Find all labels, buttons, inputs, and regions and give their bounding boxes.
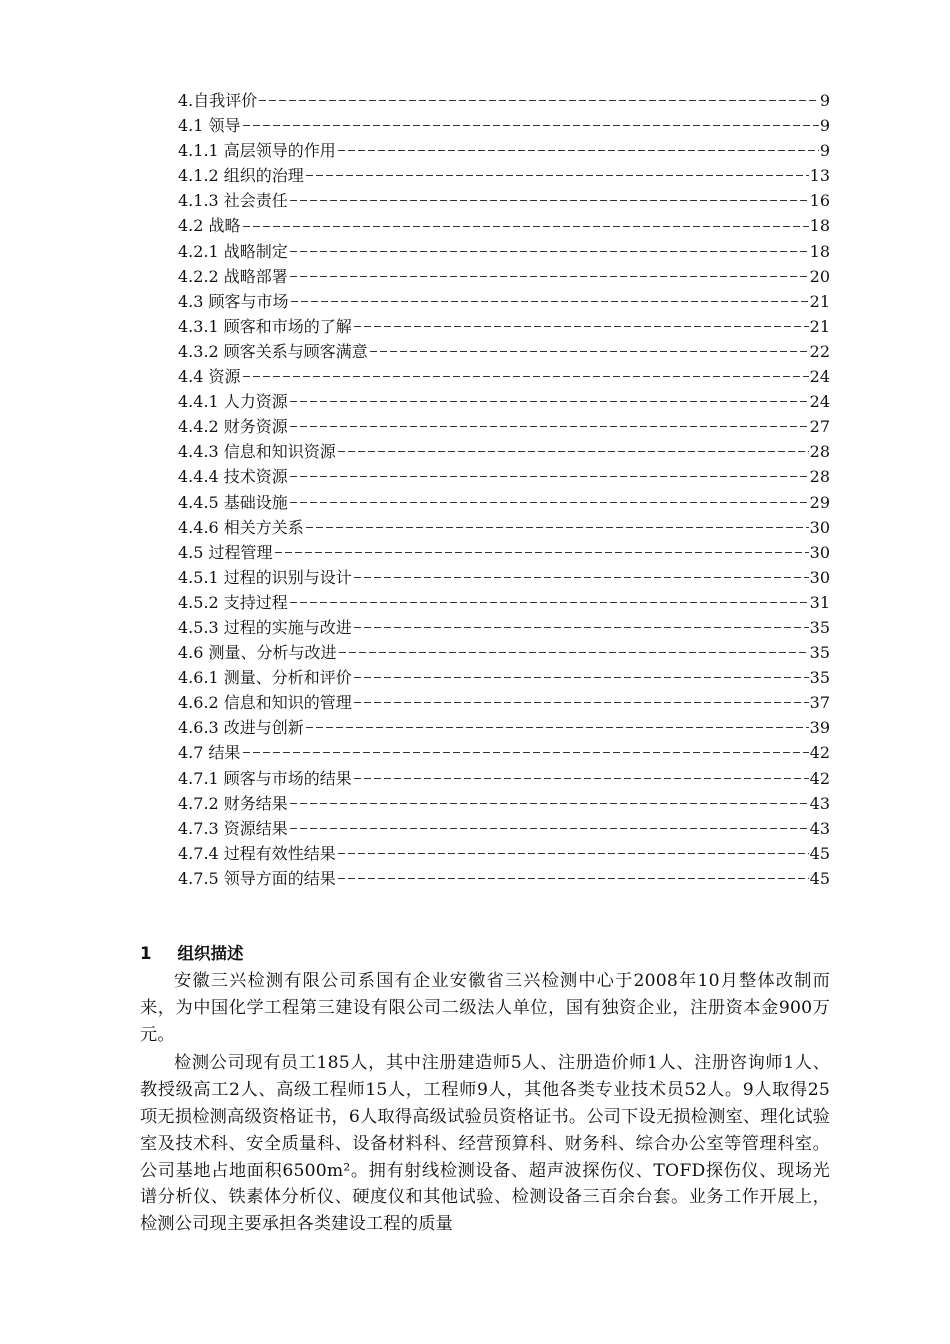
- toc-entry-label: 4.1.2 组织的治理: [178, 166, 304, 186]
- toc-entry-label: 4.4.3 信息和知识资源: [178, 442, 336, 462]
- toc-entry[interactable]: [178, 364, 830, 389]
- toc-entry[interactable]: [178, 339, 830, 364]
- toc-dash-leader: [290, 396, 809, 408]
- toc-dash-leader: [243, 747, 809, 759]
- toc-dash-leader: [338, 847, 809, 859]
- toc-dash-leader: [354, 622, 809, 634]
- toc-dash-leader: [339, 647, 809, 659]
- toc-entry[interactable]: [178, 314, 830, 339]
- toc-entry-page-number: 9: [819, 91, 830, 110]
- toc-entry-label: 4.6.2 信息和知识的管理: [178, 693, 352, 713]
- toc-entry[interactable]: [178, 163, 830, 188]
- toc-dash-leader: [291, 295, 809, 307]
- toc-dash-leader: [243, 220, 809, 232]
- toc-entry-label: 4.7.3 资源结果: [178, 818, 288, 838]
- toc-entry[interactable]: [178, 540, 830, 565]
- toc-dash-leader: [290, 596, 809, 608]
- toc-entry[interactable]: [178, 414, 830, 439]
- toc-entry[interactable]: [178, 791, 830, 816]
- toc-entry-label: 4.2.1 战略制定: [178, 241, 288, 261]
- toc-entry[interactable]: [178, 740, 830, 765]
- toc-entry[interactable]: [178, 590, 830, 615]
- toc-entry-label: 4.1 领导: [178, 116, 241, 136]
- toc-entry-page-number: 16: [809, 191, 830, 211]
- toc-entry-label: 4.7.2 财务结果: [178, 793, 288, 813]
- toc-entry[interactable]: [178, 665, 830, 690]
- toc-dash-leader: [290, 822, 809, 834]
- toc-entry[interactable]: [178, 188, 830, 213]
- toc-entry-page-number: 42: [809, 768, 830, 788]
- toc-entry-label: 4.自我评价: [178, 91, 258, 110]
- toc-entry-page-number: 9: [819, 116, 830, 136]
- toc-dash-leader: [290, 471, 809, 483]
- toc-entry-label: 4.4 资源: [178, 367, 241, 387]
- toc-entry-label: 4.5.3 过程的实施与改进: [178, 617, 352, 637]
- toc-entry-page-number: 24: [809, 367, 830, 387]
- toc-dash-leader: [290, 496, 809, 508]
- toc-dash-leader: [338, 145, 819, 157]
- toc-entry[interactable]: [178, 615, 830, 640]
- toc-entry-label: 4.4.1 人力资源: [178, 392, 288, 412]
- toc-dash-leader: [275, 546, 809, 558]
- toc-entry-page-number: 27: [809, 417, 830, 437]
- toc-entry-label: 4.6 测量、分析与改进: [178, 643, 337, 663]
- toc-entry[interactable]: [178, 766, 830, 791]
- toc-entry-label: 4.6.1 测量、分析和评价: [178, 668, 352, 688]
- body-paragraph: 检测公司现有员工185人，其中注册建造师5人、注册造价师1人、注册咨询师1人、教授级高工2人、高级工程师15人，工程师9人，其他各类专业技术员52人。9人取得25项无损检测高级资格证书，6人取得高级试验员资格证书。公司下设无损检测室、理化试验室及技术科、安全质量科、设备材料科、经营预算科、财务科、综合办公室等管理科室。公司基地占地面积6500m²。拥有射线检测设备、超声波探伤仪、TOFD探伤仪、现场光谱分析仪、铁素体分析仪、硬度仪和其他试验、检测设备三百余台套。业务工作开展上，检测公司现主要承担各类建设工程的质量: [140, 1053, 830, 1235]
- toc-entry-page-number: 9: [819, 141, 830, 161]
- toc-dash-leader: [338, 872, 809, 884]
- toc-entry[interactable]: [178, 113, 830, 138]
- toc-entry[interactable]: [178, 715, 830, 740]
- toc-dash-leader: [354, 697, 809, 709]
- toc-entry-page-number: 24: [809, 392, 830, 412]
- toc-entry[interactable]: [178, 389, 830, 414]
- toc-dash-leader: [370, 345, 809, 357]
- toc-entry[interactable]: [178, 264, 830, 289]
- toc-entry[interactable]: [178, 690, 830, 715]
- toc-entry-label: 4.5.1 过程的识别与设计: [178, 567, 352, 587]
- toc-entry-label: 4.7.4 过程有效性结果: [178, 843, 336, 863]
- section-heading: [140, 940, 830, 968]
- toc-entry[interactable]: [178, 239, 830, 264]
- toc-entry-page-number: 39: [809, 718, 830, 738]
- toc-entry-label: 4.3 顾客与市场: [178, 291, 289, 311]
- toc-dash-leader: [306, 722, 809, 734]
- toc-entry-page-number: 18: [809, 241, 830, 261]
- toc-entry[interactable]: [178, 866, 830, 891]
- toc-entry[interactable]: [178, 88, 830, 113]
- toc-dash-leader: [306, 521, 809, 533]
- toc-entry-label: 4.7 结果: [178, 743, 241, 763]
- toc-entry[interactable]: [178, 138, 830, 163]
- toc-entry-page-number: 43: [809, 818, 830, 838]
- body-paragraph: 安徽三兴检测有限公司系国有企业安徽省三兴检测中心于2008年10月整体改制而来，为中国化学工程第三建设有限公司二级法人单位，国有独资企业，注册资本金900万元。: [140, 971, 830, 1045]
- toc-entry[interactable]: [178, 464, 830, 489]
- toc-entry-page-number: 37: [809, 693, 830, 713]
- toc-entry-label: 4.7.5 领导方面的结果: [178, 868, 336, 888]
- toc-entry-label: 4.4.2 财务资源: [178, 417, 288, 437]
- toc-entry-label: 4.4.6 相关方关系: [178, 517, 304, 537]
- toc-entry[interactable]: [178, 841, 830, 866]
- toc-entry-page-number: 22: [809, 341, 830, 361]
- section-organization-description: [140, 940, 830, 1240]
- toc-entry[interactable]: [178, 490, 830, 515]
- toc-entry-page-number: 18: [809, 216, 830, 236]
- toc-entry-page-number: 20: [809, 266, 830, 286]
- toc-entry-page-number: 28: [809, 442, 830, 462]
- section-title: 组织描述: [177, 944, 244, 963]
- toc-entry-page-number: 29: [809, 492, 830, 512]
- toc-entry-label: 4.2 战略: [178, 216, 241, 236]
- toc-dash-leader: [290, 797, 809, 809]
- toc-entry-page-number: 43: [809, 793, 830, 813]
- table-of-contents: [178, 88, 830, 891]
- toc-entry-label: 4.7.1 顾客与市场的结果: [178, 768, 352, 788]
- toc-entry-label: 4.3.2 顾客关系与顾客满意: [178, 341, 368, 361]
- toc-dash-leader: [306, 170, 809, 182]
- toc-entry-page-number: 28: [809, 467, 830, 487]
- toc-dash-leader: [290, 270, 809, 282]
- toc-entry-page-number: 35: [809, 643, 830, 663]
- toc-entry[interactable]: [178, 816, 830, 841]
- toc-entry-page-number: 45: [809, 868, 830, 888]
- toc-dash-leader: [243, 120, 819, 132]
- toc-entry[interactable]: [178, 213, 830, 238]
- toc-entry[interactable]: [178, 640, 830, 665]
- toc-entry[interactable]: [178, 289, 830, 314]
- toc-dash-leader: [354, 672, 809, 684]
- toc-entry-page-number: 30: [809, 517, 830, 537]
- toc-entry-label: 4.4.5 基础设施: [178, 492, 288, 512]
- toc-entry-page-number: 42: [809, 743, 830, 763]
- toc-dash-leader: [354, 772, 809, 784]
- toc-dash-leader: [290, 421, 809, 433]
- toc-entry-label: 4.1.1 高层领导的作用: [178, 141, 336, 161]
- toc-dash-leader: [354, 571, 809, 583]
- toc-entry-label: 4.2.2 战略部署: [178, 266, 288, 286]
- toc-dash-leader: [290, 245, 809, 257]
- toc-entry-label: 4.1.3 社会责任: [178, 191, 288, 211]
- toc-dash-leader: [243, 371, 809, 383]
- toc-entry-label: 4.3.1 顾客和市场的了解: [178, 316, 352, 336]
- toc-entry[interactable]: [178, 565, 830, 590]
- toc-dash-leader: [290, 195, 809, 207]
- section-number: 1: [140, 944, 152, 963]
- toc-dash-leader: [259, 95, 819, 107]
- toc-entry-page-number: 35: [809, 668, 830, 688]
- toc-entry-page-number: 21: [809, 291, 830, 311]
- toc-dash-leader: [338, 446, 809, 458]
- toc-entry-page-number: 13: [809, 166, 830, 186]
- toc-entry-page-number: 21: [809, 316, 830, 336]
- toc-entry-page-number: 30: [809, 567, 830, 587]
- toc-entry-page-number: 45: [809, 843, 830, 863]
- toc-entry-page-number: 30: [809, 542, 830, 562]
- toc-entry[interactable]: [178, 515, 830, 540]
- toc-entry-label: 4.4.4 技术资源: [178, 467, 288, 487]
- toc-entry[interactable]: [178, 439, 830, 464]
- toc-dash-leader: [354, 320, 809, 332]
- toc-entry-page-number: 31: [809, 592, 830, 612]
- toc-entry-page-number: 35: [809, 617, 830, 637]
- toc-entry-label: 4.5.2 支持过程: [178, 592, 288, 612]
- toc-entry-label: 4.6.3 改进与创新: [178, 718, 304, 738]
- toc-entry-label: 4.5 过程管理: [178, 542, 273, 562]
